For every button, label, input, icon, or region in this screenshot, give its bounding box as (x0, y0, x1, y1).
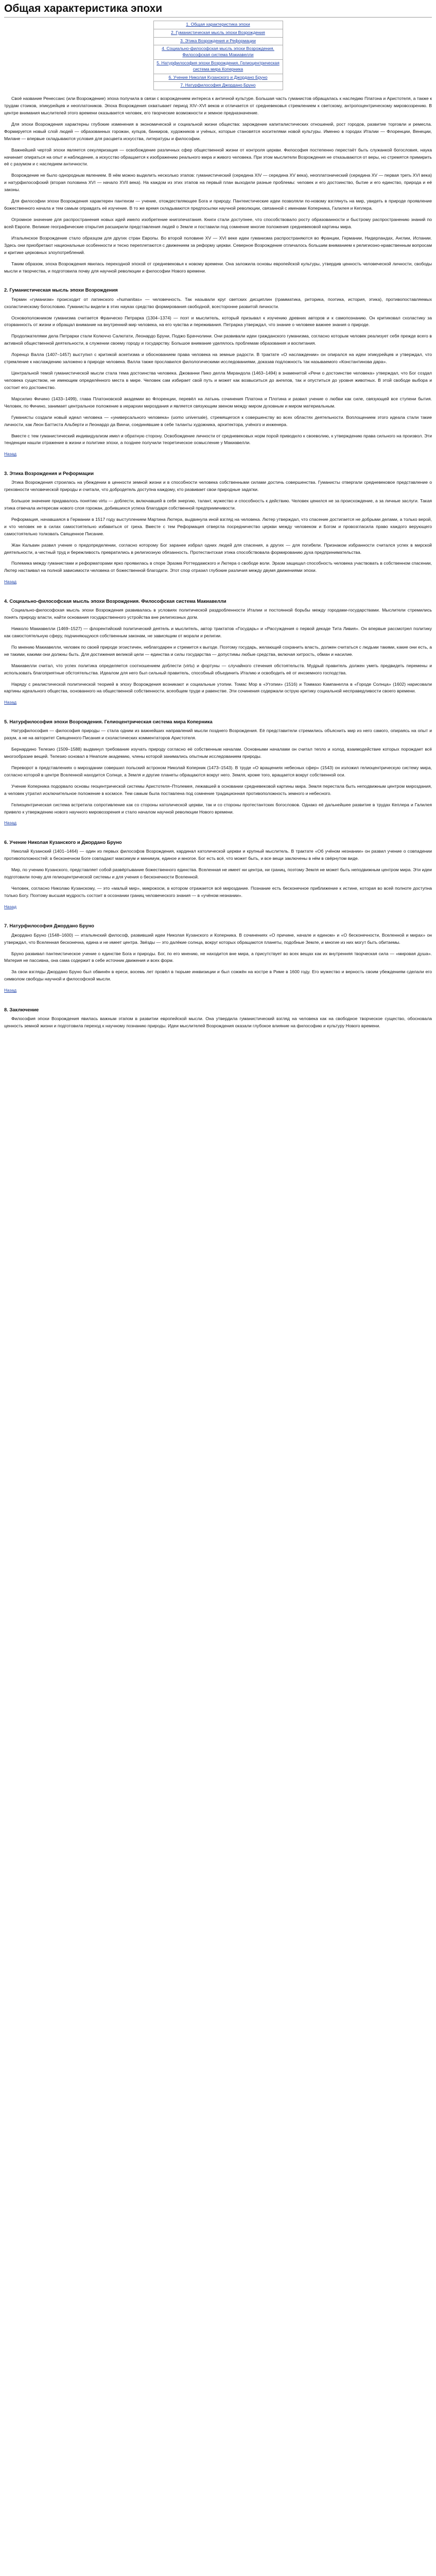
paragraph: Полемика между гуманистами и реформаторами ярко проявилась в споре Эразма Роттердамского и Лютера о свободе воли. Эразм защищал способность человека участвовать в собственном спасении, Лютер настаивал на полной зависимости человека от божественной благодати. Этот спор отразил глубокие различия между двумя движениями эпохи. (4, 561, 432, 573)
paragraph: Большое значение придавалось понятию virtu — доблести, включавшей в себя энергию, талант, мужество и способность к действию. Человек ценился не за происхождение, а за личные заслуги. Такая этика отвечала интересам нового слоя горожан, добившихся успеха благодаря собственной предприимчивости. (4, 498, 432, 511)
paragraph: Человек, согласно Николаю Кузанскому, — это «малый мир», микрокосм, в котором отражается всё мироздание. Познание есть бесконечное приближение к истине, которая во всей полноте доступна только Богу. Поэтому высшая мудрость состоит в осознании границ человеческого знания — в «учёном незнании». (4, 885, 432, 898)
paragraph: Важнейшей чертой эпохи является секуляризация — освобождение различных сфер общественной жизни от контроля церкви. Философия постепенно перестаёт быть служанкой богословия, наука начинает опираться на опыт и наблюдение, а искусство обращается к изображению реального мира и живого человека. При этом мыслители Возрождения не отказываются от веры, но стремятся примирить её с разумом и с наследием античности. (4, 147, 432, 167)
back-link[interactable]: Назад (4, 904, 16, 909)
paragraph: Мир, по учению Кузанского, представляет собой развёртывание божественного единства. Вселенная не имеет ни центра, ни границ, поэтому Земля не может быть неподвижным центром мира. Эти идеи подготовили почву для гелиоцентрической системы и для учения о бесконечности Вселенной. (4, 867, 432, 880)
paragraph: Социально-философская мысль эпохи Возрождения развивалась в условиях политической раздробленности Италии и постоянной борьбы между городами-государствами. Мыслители стремились понять природу власти, найти основания государственного устройства вне религиозных догм. (4, 607, 432, 620)
paragraph: Николай Кузанский (1401–1464) — один из первых философов Возрождения, кардинал католической церкви и крупный мыслитель. В трактате «Об учёном незнании» он развил учение о совпадении противоположностей: в бесконечном Боге совпадают максимум и минимум, единое и многое. Бог есть всё, что может быть, и все вещи заключены в нём в свёрнутом виде. (4, 849, 432, 861)
paragraph: Бруно развивал пантеистическое учение о единстве Бога и природы. Бог, по его мнению, не находится вне мира, а присутствует во всех вещах как их внутренняя творческая сила — «мировая душа». Материя не пассивна, она сама содержит в себе источник движения и всех форм. (4, 951, 432, 963)
section-heading: 4. Социально-философская мысль эпохи Возрождения. Философская система Макиавелли (4, 598, 226, 604)
paragraph: Переворот в представлениях о мироздании совершил польский астроном Николай Коперник (1473–1543). В труде «О вращениях небесных сфер» (1543) он изложил гелиоцентрическую систему мира, согласно которой в центре Вселенной находится Солнце, а Земля и другие планеты обращаются вокруг него. Земля, кроме того, вращается вокруг собственной оси. (4, 765, 432, 777)
paragraph: Бернардино Телезио (1509–1588) выдвинул требование изучать природу согласно её собственным началам. Основными началами он считал тепло и холод, взаимодействие которых порождает всё многообразие вещей. Телезио основал в Неаполе академию, члены которой занимались опытным исследованием природы. (4, 747, 432, 759)
paragraph: Таким образом, эпоха Возрождения явилась переходной эпохой от средневековья к новому времени. Она заложила основы европейской культуры, утвердив ценность человеческой личности, свободы мысли и творчества, и подготовила почву для научной революции и философии Нового времени. (4, 261, 432, 274)
paragraph: По мнению Макиавелли, человек по своей природе эгоистичен, неблагодарен и стремится к выгоде. Поэтому государь, желающий сохранить власть, должен считаться с людьми такими, какие они есть, а не такими, какими они должны быть. Для достижения великой цели — единства и силы государства — допустимы любые средства, включая хитрость, обман и насилие. (4, 644, 432, 657)
back-link[interactable]: Назад (4, 579, 16, 585)
paragraph: Учение Коперника подорвало основы геоцентрической системы Аристотеля–Птолемея, лежавшей в основании средневековой картины мира. Земля перестала быть неподвижным центром мироздания, а человек утратил исключительное положение в космосе. Тем самым была поставлена под сомнение традиционная противоположность земного и небесного. (4, 783, 432, 796)
paragraph: Лоренцо Валла (1407–1457) выступил с критикой аскетизма и обоснованием права человека на земные радости. В трактате «О наслаждении» он опирался на идеи эпикурейцев и утверждал, что стремление к наслаждению заложено в природе человека. Валла также прославился филологическими исследованиями, доказав подложность так называемого «Константинова дара». (4, 352, 432, 365)
paragraph: Гелиоцентрическая система встретила сопротивление как со стороны католической церкви, так и со стороны протестантских богословов. Однако её дальнейшее развитие в трудах Кеплера и Галилея привело к утверждению нового научного мировоззрения и стало началом научной революции Нового времени. (4, 802, 432, 815)
paragraph: Центральной темой гуманистической мысли стала тема достоинства человека. Джованни Пико делла Мирандола (1463–1494) в знаменитой «Речи о достоинстве человека» утверждал, что Бог создал человека существом, не имеющим определённого места в мире. Человек сам избирает свой путь и может как возвыситься до ангелов, так и опуститься до уровня животных. В этой свободе выбора и состоит его достоинство. (4, 370, 432, 390)
paragraph: За свои взгляды Джордано Бруно был обвинён в ереси, восемь лет провёл в тюрьме инквизиции и был сожжён на костре в Риме в 1600 году. Его мужество и верность своим убеждениям сделали его символом свободы научной и философской мысли. (4, 969, 432, 982)
page-title: Общая характеристика эпохи (4, 3, 163, 14)
paragraph: Вместе с тем гуманистический индивидуализм имел и обратную сторону. Освобождение личности от средневековых норм порой приводило к своеволию, к утверждению права сильного на произвол. Эти тенденции нашли отражение в жизни и политике эпохи, а позднее получили теоретическое осмысление у Макиавелли. (4, 433, 432, 446)
paragraph: Гуманисты создали новый идеал человека — «универсального человека» (uomo universale), стремящегося к совершенству во всех областях деятельности. Воплощением этого идеала стали такие личности, как Леон Баттиста Альберти и Леонардо да Винчи, соединявшие в себе таланты художника, архитектора, учёного и инженера. (4, 414, 432, 427)
back-link-row (4, 451, 432, 458)
back-link-row (4, 820, 432, 827)
article-body (4, 95, 432, 1030)
paragraph: Джордано Бруно (1548–1600) — итальянский философ, развивший идеи Николая Кузанского и Коперника. В сочинениях «О причине, начале и едином» и «О бесконечности, Вселенной и мирах» он утверждал, что Вселенная бесконечна, едина и не имеет центра. Звёзды — это далёкие солнца, вокруг которых обращаются планеты, подобные Земле, и многие из них могут быть обитаемы. (4, 932, 432, 945)
paragraph: Возрождение не было однородным явлением. В нём можно выделить несколько этапов: гуманистический (середина XIV — середина XV века), неоплатонический (середина XV — первая треть XVI века) и натурфилософский (вторая половина XVI — начало XVII века). На каждом из этих этапов на первый план выходили разные проблемы: человек и его достоинство, бытие и его единство, природа и её законы. (4, 173, 432, 193)
paragraph: Философия эпохи Возрождения явилась важным этапом в развитии европейской мысли. Она утвердила гуманистический взгляд на человека как на свободное творческое существо, обосновала ценность земной жизни и подготовила переход к научному познанию природы. Идеи мыслителей Возрождения оказали глубокое влияние на философию и культуру Нового времени. (4, 1016, 432, 1028)
back-link[interactable]: Назад (4, 700, 16, 705)
section-heading: 5. Натурфилософия эпохи Возрождения. Гелиоцентрическая система мира Коперника (4, 719, 213, 724)
back-link[interactable]: Назад (4, 988, 16, 993)
paragraph: Термин «гуманизм» происходит от латинского «humanitas» — человечность. Так называли круг светских дисциплин (грамматика, риторика, поэтика, история, этика), противопоставляемых схоластическому богословию. Гуманисты видели в этих науках средство формирования свободной, всесторонне развитой личности. (4, 296, 432, 309)
toc-link-5[interactable]: 5. Натурфилософия эпохи Возрождения. Гелиоцентрическая система мира Коперника (154, 60, 283, 74)
back-link[interactable]: Назад (4, 820, 16, 826)
paragraph: Этика Возрождения строилась на убеждении в ценности земной жизни и в способности человека собственными силами достичь совершенства. Гуманисты отвергали средневековое представление о греховности человеческой природы и считали, что добродетель доступна каждому, кто развивает свои природные задатки. (4, 480, 432, 493)
toc-link-6[interactable]: 6. Учение Николая Кузанского и Джордано Бруно (154, 74, 283, 82)
paragraph: Жан Кальвин развил учение о предопределении, согласно которому Бог заранее избрал одних людей для спасения, а других — для погибели. Признаком избранности считался успех в мирской деятельности, а честный труд и бережливость превратились в религиозную обязанность. Протестантская этика способствовала формированию духа предпринимательства. (4, 542, 432, 555)
paragraph: Для эпохи Возрождения характерны глубокие изменения в экономической и социальной жизни общества: зарождение капиталистических отношений, рост городов, развитие торговли и ремесла. Формируется новый слой людей — образованных горожан, купцов, банкиров, художников и учёных, которые становятся носителями новой культуры. Именно в городах Италии — Флоренции, Венеции, Милане — впервые складываются условия для расцвета искусства, литературы и философии. (4, 121, 432, 141)
back-link-row (4, 579, 432, 586)
section-heading: 3. Этика Возрождения и Реформации (4, 470, 94, 476)
paragraph: Своё название Ренессанс (или Возрождение) эпоха получила в связи с возрождением интереса к античной культуре. Большая часть гуманистов обращалась к наследию Платона и Аристотеля, а также к трудам стоиков, эпикурейцев и неоплатоников. Эпоха Возрождения охватывает период XIV–XVI веков и отличается от средневековья стремлением к светскому, антропоцентрическому мировоззрению. В центре внимания мыслителей этого времени оказывается человек, его творческие возможности и земное предназначение. (4, 96, 432, 115)
toc-link-3[interactable]: 3. Этика Возрождения и Реформации (154, 38, 283, 46)
section-heading: 7. Натурфилософия Джордано Бруно (4, 923, 94, 929)
toc-link-4[interactable]: 4. Социально-философская мысль эпохи Возрождения. Философская система Макиавелли (154, 45, 283, 60)
paragraph: Натурфилософия — философия природы — стала одним из важнейших направлений мысли позднего Возрождения. Её представители стремились объяснить мир из него самого, опираясь на опыт и разум, а не на авторитет Священного Писания и схоластических комментаторов Аристотеля. (4, 728, 432, 741)
section-heading: 8. Заключение (4, 1006, 39, 1012)
paragraph: Итальянское Возрождение стало образцом для других стран Европы. Во второй половине XV — XVI веке идеи гуманизма распространяются во Франции, Германии, Нидерландах, Англии, Испании. Здесь они приобретают национальные особенности и тесно переплетаются с движением за реформу церкви. Северное Возрождение отличалось большим вниманием к религиозно-нравственным вопросам и критике церковных злоупотреблений. (4, 235, 432, 255)
paragraph: Реформация, начавшаяся в Германии в 1517 году выступлением Мартина Лютера, выдвинула иной взгляд на человека. Лютер утверждал, что спасение достигается не добрыми делами, а только верой, и что человек не в силах самостоятельно избавиться от греха. Вместе с тем Реформация отвергла посредничество церкви между человеком и Богом и провозгласила право каждого верующего самостоятельно толковать Священное Писание. (4, 516, 432, 536)
paragraph: Макиавелли считал, что успех политика определяется соотношением доблести (virtu) и фортуны — случайного стечения обстоятельств. Мудрый правитель должен уметь предвидеть перемены и использовать благоприятные обстоятельства. Идеалом для него был сильный правитель, способный объединить Италию и освободить её от иноземного господства. (4, 663, 432, 675)
back-link-row (4, 699, 432, 706)
back-link[interactable]: Назад (4, 451, 16, 457)
paragraph: Основоположником гуманизма считается Франческо Петрарка (1304–1374) — поэт и мыслитель, который призывал к изучению древних авторов и к самопознанию. Он критиковал схоластику за оторванность от жизни и обращал внимание на внутренний мир человека, на его чувства и переживания. Петрарка утверждал, что знание о человеке важнее знания о природе. (4, 315, 432, 328)
title-divider (4, 17, 432, 18)
paragraph: Огромное значение для распространения новых идей имело изобретение книгопечатания. Книги стали доступнее, что способствовало росту образованности и быстрому распространению знаний по всей Европе. Великие географические открытия расширили представления людей о Земле и поставили под сомнение многие положения средневековой картины мира. (4, 216, 432, 229)
toc-link-2[interactable]: 2. Гуманистическая мысль эпохи Возрождения (154, 29, 283, 38)
paragraph: Продолжателями дела Петрарки стали Колюччо Салютати, Леонардо Бруни, Поджо Браччолини. Они развивали идеи гражданского гуманизма, согласно которым человек реализует себя прежде всего в активной общественной деятельности, в служении своему городу и государству. Большое внимание уделялось проблемам образования и воспитания. (4, 333, 432, 346)
paragraph: Марсилио Фичино (1433–1499), глава Платоновской академии во Флоренции, перевёл на латынь сочинения Платона и Плотина и развил учение о любви как силе, связующей все ступени бытия. Человек, по Фичино, занимает центральное положение в иерархии мироздания и является связующим звеном между миром духовным и миром материальным. (4, 396, 432, 409)
paragraph: Наряду с реалистической политической теорией в эпоху Возрождения возникают и социальные утопии. Томас Мор в «Утопии» (1516) и Томмазо Кампанелла в «Городе Солнца» (1602) нарисовали картины идеального общества, основанного на общественной собственности, всеобщем труде и равенстве. Эти сочинения содержали острую критику социальной несправедливости своего времени. (4, 681, 432, 694)
paragraph: Никколо Макиавелли (1469–1527) — флорентийский политический деятель и мыслитель, автор трактатов «Государь» и «Рассуждения о первой декаде Тита Ливия». Он впервые рассмотрел политику как самостоятельную сферу, подчиняющуюся собственным законам, не зависящим от морали и религии. (4, 626, 432, 638)
back-link-row (4, 904, 432, 911)
article (0, 0, 436, 1030)
section-heading: 6. Учение Николая Кузанского и Джордано Бруно (4, 839, 122, 845)
paragraph: Для философии эпохи Возрождения характерен пантеизм — учение, отождествляющее Бога и природу. Пантеистические идеи позволяли по-новому взглянуть на мир, увидеть в природе проявление божественного начала и тем самым оправдать её изучение. В то же время складываются предпосылки научной революции, связанной с именами Коперника, Галилея и Кеплера. (4, 198, 432, 211)
toc-link-1[interactable]: 1. Общая характеристика эпохи (154, 21, 283, 29)
toc-link-7[interactable]: 7. Натурфилософия Джордано Бруно (180, 82, 256, 88)
table-of-contents (153, 21, 283, 90)
back-link-row (4, 987, 432, 994)
section-heading: 2. Гуманистическая мысль эпохи Возрождения (4, 287, 118, 293)
